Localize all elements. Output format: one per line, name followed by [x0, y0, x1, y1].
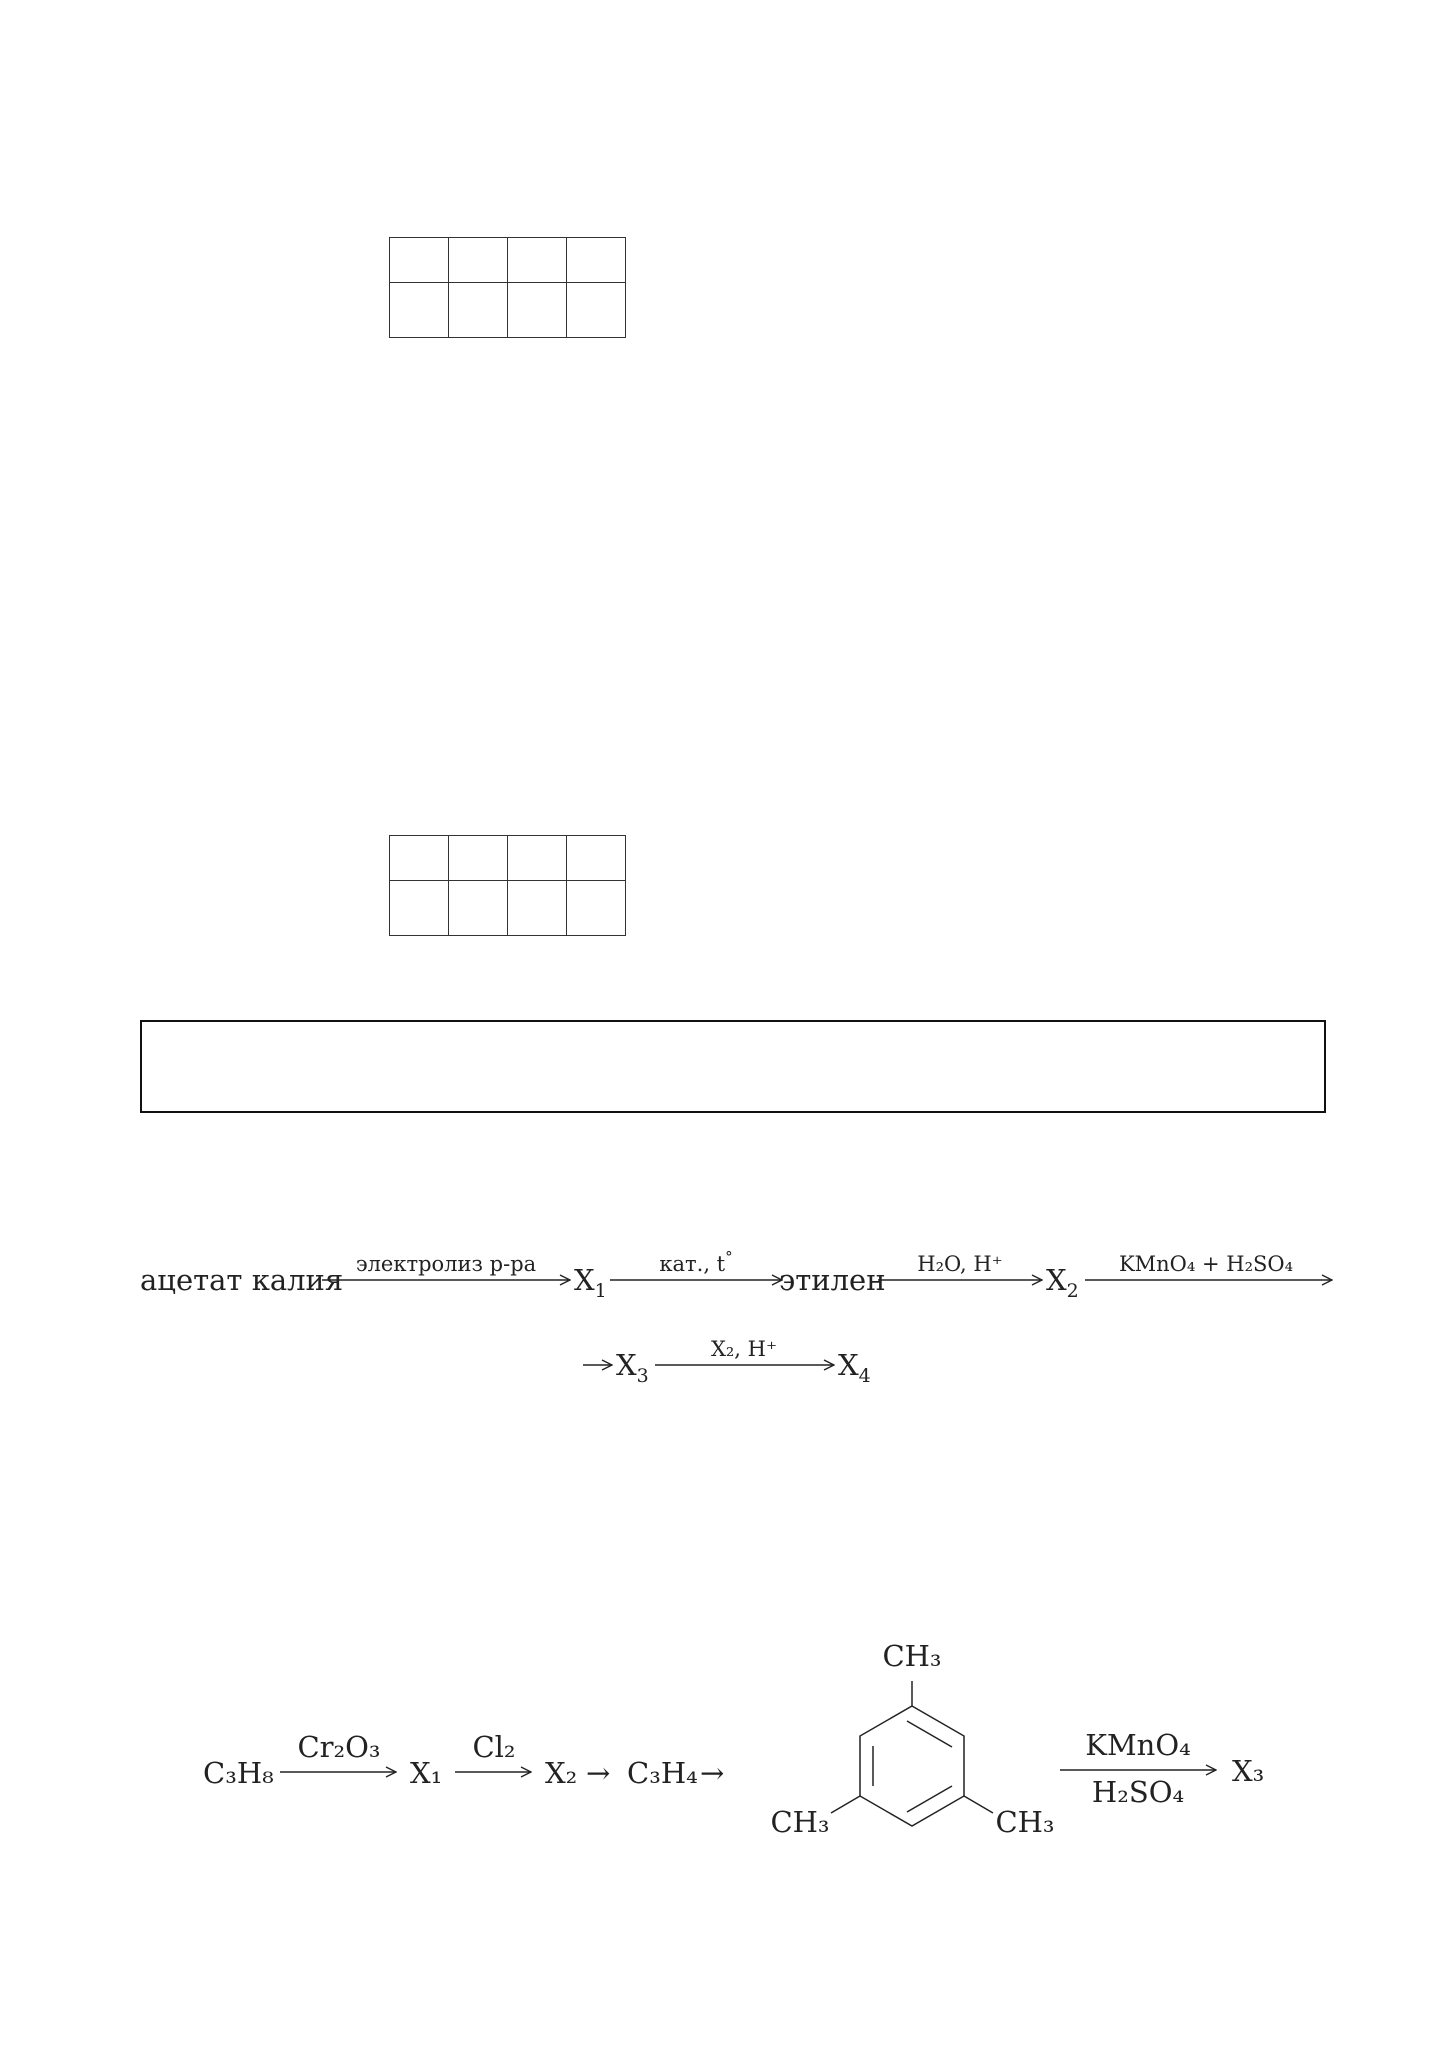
scheme2-arrow4: →: [700, 1756, 725, 1790]
scheme2-arrow5-top: KMnO₄: [1085, 1728, 1191, 1762]
scheme2-start: C₃H₈: [203, 1756, 274, 1790]
methyl-bond-left: [831, 1796, 860, 1813]
scheme1-start: ацетат калия: [140, 1263, 344, 1297]
scheme2-c3h4: C₃H₄: [627, 1756, 698, 1790]
scheme1-x4: $X_4$: [838, 1348, 871, 1387]
scheme1-arrow3-label: H₂O, H⁺: [917, 1252, 1003, 1276]
ring-methyl-top: CH₃: [882, 1639, 942, 1673]
ring-methyl-left: CH₃: [770, 1805, 830, 1839]
scheme2-arrow5-bottom: H₂SO₄: [1091, 1775, 1185, 1809]
scheme1-arrow4-label: KMnO₄ + H₂SO₄: [1118, 1252, 1294, 1276]
scheme2-arrow1-label: Cr₂O₃: [297, 1730, 381, 1764]
scheme1-x1: $X_1$: [574, 1263, 607, 1302]
scheme1-x3: $X_3$: [616, 1348, 649, 1387]
scheme2-arrow3: →: [586, 1756, 611, 1790]
scheme2-x3: X₃: [1232, 1754, 1265, 1788]
methyl-bond-right: [964, 1796, 993, 1813]
scheme2-x1: X₁: [410, 1756, 443, 1790]
ring-methyl-right: CH₃: [995, 1805, 1055, 1839]
scheme1-arrow1-label: электролиз р-ра: [355, 1252, 537, 1276]
scheme2-x2: X₂: [545, 1756, 578, 1790]
scheme2-arrow2-label: Cl₂: [472, 1730, 516, 1764]
benzene-ring: [831, 1681, 993, 1826]
scheme1-x2: $X_2$: [1046, 1263, 1079, 1302]
scheme1-arrow2-label: кат., t°: [659, 1248, 733, 1276]
scheme1-arrow5-label: X₂, H⁺: [710, 1337, 778, 1361]
scheme1-middle: этилен: [779, 1263, 886, 1297]
